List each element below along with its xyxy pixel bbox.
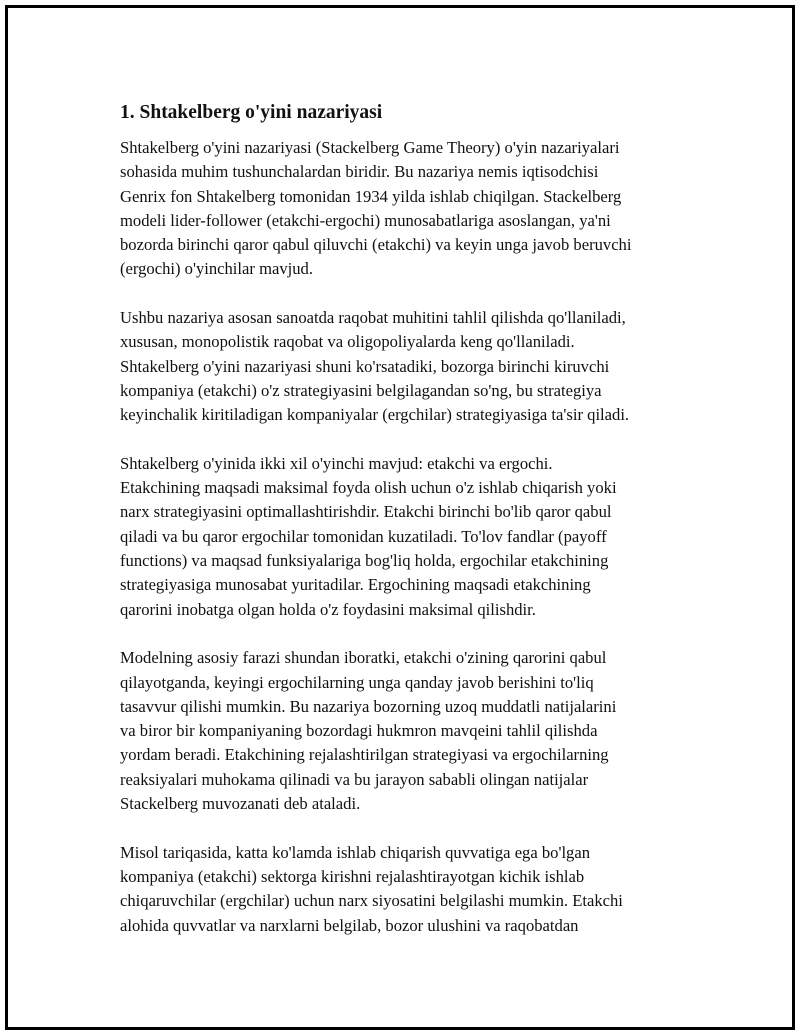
text-line: chiqaruvchilar (ergchilar) uchun narx siyosatini belgilashi mumkin. Etakchi xyxy=(120,891,623,911)
text-line: narx strategiyasini optimallashtirishdir. Etakchi birinchi bo'lib qaror qabul xyxy=(120,502,612,522)
text-line: Shtakelberg o'yinida ikki xil o'yinchi mavjud: etakchi va ergochi. xyxy=(120,453,553,473)
text-line: Shtakelberg o'yini nazariyasi (Stackelberg Game Theory) o'yin nazariyalari xyxy=(120,138,620,157)
text-line: sohasida muhim tushunchalardan biridir. Bu nazariya nemis iqtisodchisi xyxy=(120,162,599,182)
text-line: va biror bir kompaniyaning bozordagi hukmron mavqeini tahlil qilishda xyxy=(120,721,598,741)
text-line: Shtakelberg o'yini nazariyasi shuni ko'rsatadiki, bozorga birinchi kiruvchi xyxy=(120,356,610,376)
text-line: functions) va maqsad funksiyalariga bog'liq holda, ergochilar etakchining xyxy=(120,551,609,571)
paragraph-1 xyxy=(120,136,700,282)
text-line: tasavvur qilishi mumkin. Bu nazariya bozorning uzoq muddatli natijalarini xyxy=(120,696,617,716)
text-line: strategiyasiga munosabat yuritadilar. Ergochining maqsadi etakchining xyxy=(120,575,591,595)
text-line: qilayotganda, keyingi ergochilarning unga qanday javob berishini to'liq xyxy=(120,672,594,692)
text-line: kompaniya (etakchi) sektorga kirishni rejalashtirayotgan kichik ishlab xyxy=(120,866,585,886)
section-heading: 1. Shtakelberg o'yini nazariyasi xyxy=(120,102,383,123)
text-line: bozorda birinchi qaror qabul qiluvchi (etakchi) va keyin unga javob beruvchi xyxy=(120,235,632,255)
paragraph-4 xyxy=(120,646,700,816)
text-line: Stackelberg muvozanati deb ataladi. xyxy=(120,794,361,814)
text-line: (ergochi) o'yinchilar mavjud. xyxy=(120,259,313,279)
text-line: Etakchining maqsadi maksimal foyda olish uchun o'z ishlab chiqarish yoki xyxy=(120,478,617,498)
text-line: qarorini inobatga olgan holda o'z foydasini maksimal qilishdir. xyxy=(120,599,536,619)
text-line: Ushbu nazariya asosan sanoatda raqobat muhitini tahlil qilishda qo'llaniladi, xyxy=(120,308,626,328)
paragraph-3 xyxy=(120,452,700,622)
text-line: kompaniya (etakchi) o'z strategiyasini belgilagandan so'ng, bu strategiya xyxy=(120,380,602,400)
text-line: xususan, monopolistik raqobat va oligopoliyalarda keng qo'llaniladi. xyxy=(120,332,575,352)
text-line: alohida quvvatlar va narxlarni belgilab, bozor ulushini va raqobatdan xyxy=(120,915,579,935)
text-line: keyinchalik kiritiladigan kompaniyalar (ergchilar) strategiyasiga ta'sir qiladi. xyxy=(120,405,630,425)
text-line: reaksiyalari muhokama qilinadi va bu jarayon sababli olingan natijalar xyxy=(120,769,589,789)
paragraph-5 xyxy=(120,841,700,938)
text-line: modeli lider-follower (etakchi-ergochi) munosabatlariga asoslangan, ya'ni xyxy=(120,210,611,230)
text-line: Genrix fon Shtakelberg tomonidan 1934 yilda ishlab chiqilgan. Stackelberg xyxy=(120,186,622,206)
document-body xyxy=(120,100,700,962)
text-line: qiladi va bu qaror ergochilar tomonidan kuzatiladi. To'lov fandlar (payoff xyxy=(120,526,607,546)
text-line: Misol tariqasida, katta ko'lamda ishlab chiqarish quvvatiga ega bo'lgan xyxy=(120,842,591,862)
text-line: yordam beradi. Etakchining rejalashtirilgan strategiyasi va ergochilarning xyxy=(120,745,609,765)
page-frame xyxy=(5,5,795,1030)
text-line: Modelning asosiy farazi shundan iboratki, etakchi o'zining qarorini qabul xyxy=(120,648,607,668)
paragraph-2 xyxy=(120,306,700,427)
